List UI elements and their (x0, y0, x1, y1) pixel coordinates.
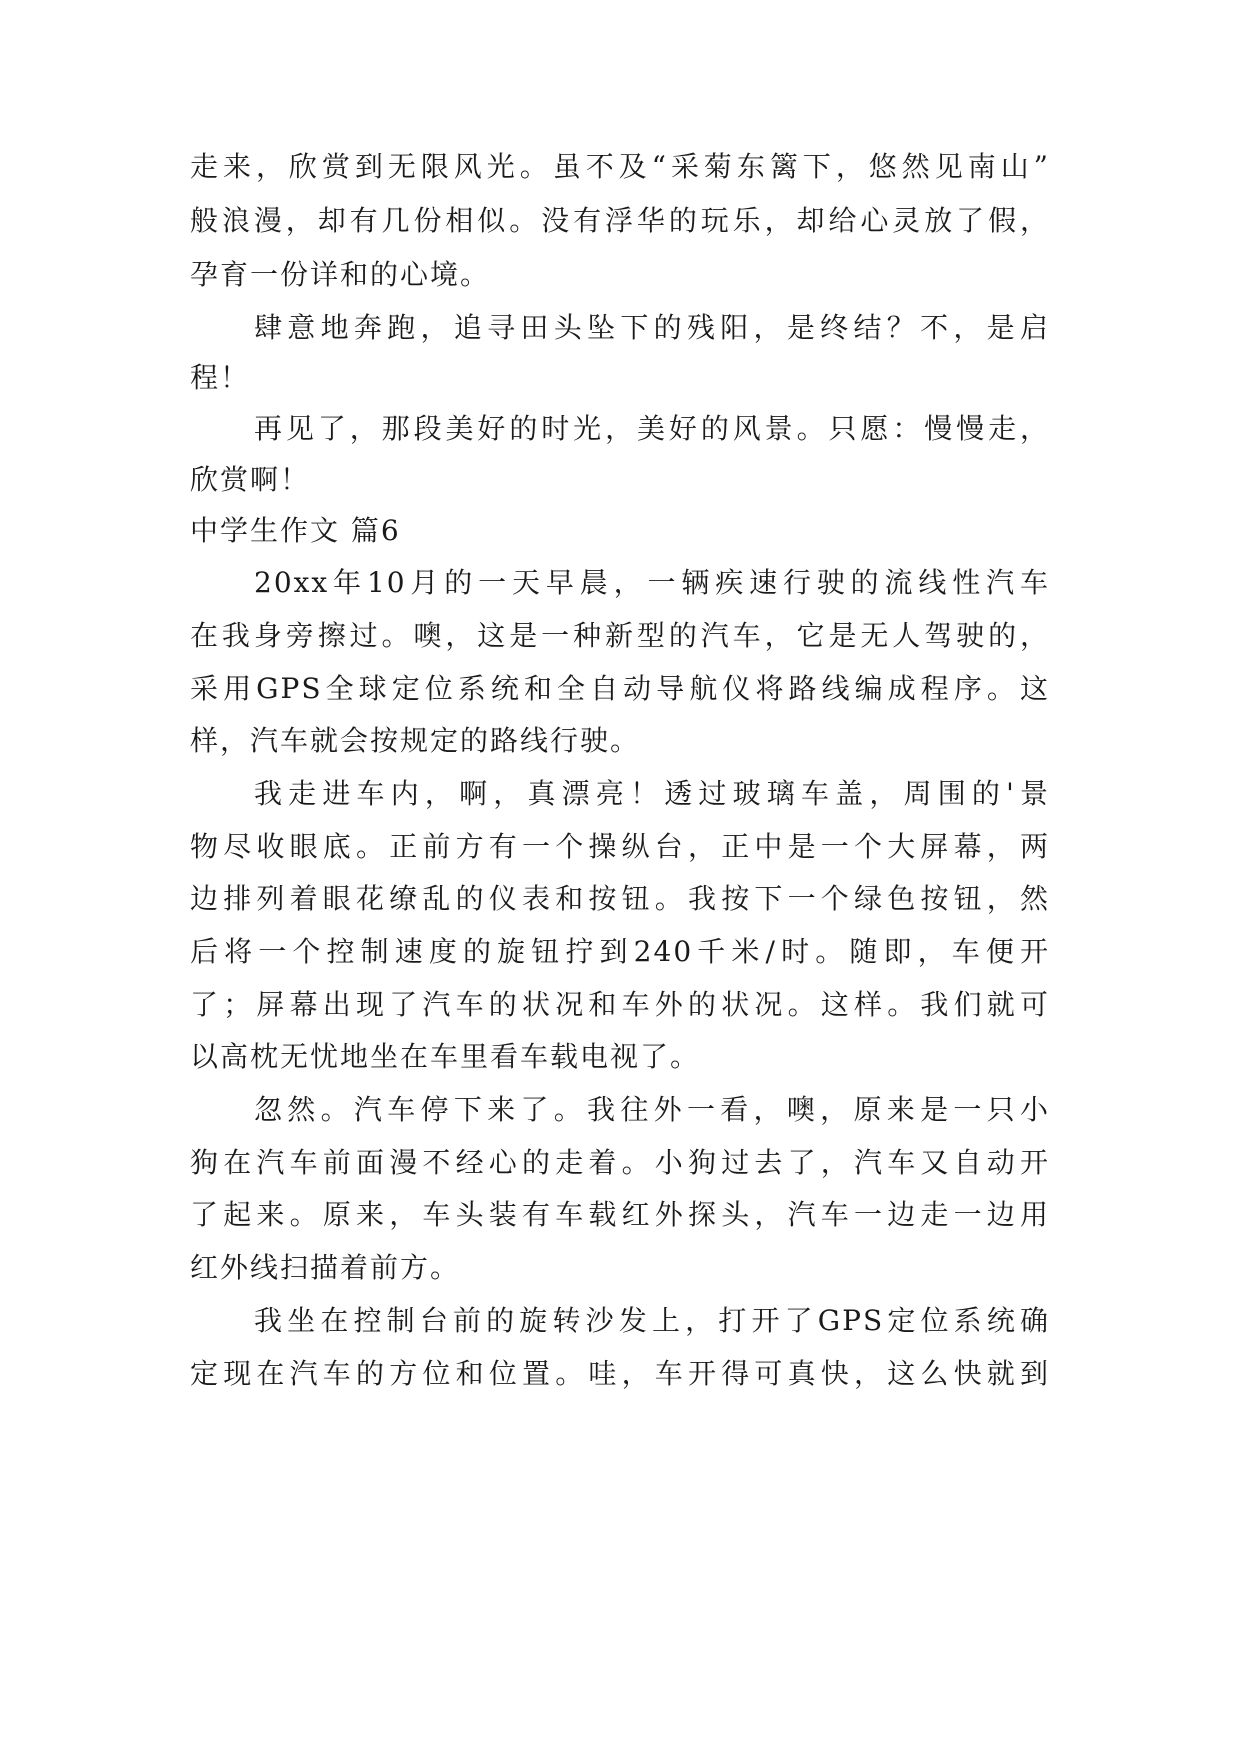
text-line: 后将一个控制速度的旋钮拧到240千米/时。随即，车便开 (190, 935, 1050, 968)
paragraph-start-line: 我走进车内，啊，真漂亮！透过玻璃车盖，周围的'景 (254, 777, 1050, 810)
text-line: 边排列着眼花缭乱的仪表和按钮。我按下一个绿色按钮，然 (190, 882, 1050, 915)
text-line: 欣赏啊！ (190, 463, 311, 496)
text-line: 样，汽车就会按规定的路线行驶。 (190, 724, 641, 757)
text-line: 红外线扫描着前方。 (190, 1251, 461, 1284)
text-line: 程！ (190, 361, 251, 394)
paragraph-start-line: 我坐在控制台前的旋转沙发上，打开了GPS定位系统确 (254, 1304, 1050, 1337)
paragraph-start-line: 忽然。汽车停下来了。我往外一看，噢，原来是一只小 (254, 1093, 1050, 1126)
text-line: 孕育一份详和的心境。 (190, 258, 491, 291)
paragraph-start-line: 肆意地奔跑，追寻田头坠下的残阳，是终结？不，是启 (254, 311, 1050, 344)
text-line: 般浪漫，却有几份相似。没有浮华的玩乐，却给心灵放了假， (190, 204, 1050, 237)
section-heading: 中学生作文 篇6 (190, 514, 401, 547)
text-line: 在我身旁擦过。噢，这是一种新型的汽车，它是无人驾驶的， (190, 619, 1050, 652)
paragraph-start-line: 再见了，那段美好的时光，美好的风景。只愿：慢慢走， (254, 412, 1050, 445)
text-line: 走来，欣赏到无限风光。虽不及“采菊东篱下，悠然见南山” (190, 150, 1050, 183)
paragraph-start-line: 20xx年10月的一天早晨，一辆疾速行驶的流线性汽车 (254, 566, 1050, 599)
text-line: 狗在汽车前面漫不经心的走着。小狗过去了，汽车又自动开 (190, 1146, 1050, 1179)
text-line: 采用GPS全球定位系统和全自动导航仪将路线编成程序。这 (190, 672, 1050, 705)
text-line: 了起来。原来，车头装有车载红外探头，汽车一边走一边用 (190, 1198, 1050, 1231)
text-line: 了；屏幕出现了汽车的状况和车外的状况。这样。我们就可 (190, 988, 1050, 1021)
text-line: 以高枕无忧地坐在车里看车载电视了。 (190, 1040, 701, 1073)
text-line: 定现在汽车的方位和位置。哇，车开得可真快，这么快就到 (190, 1357, 1050, 1390)
text-line: 物尽收眼底。正前方有一个操纵台，正中是一个大屏幕，两 (190, 830, 1050, 863)
